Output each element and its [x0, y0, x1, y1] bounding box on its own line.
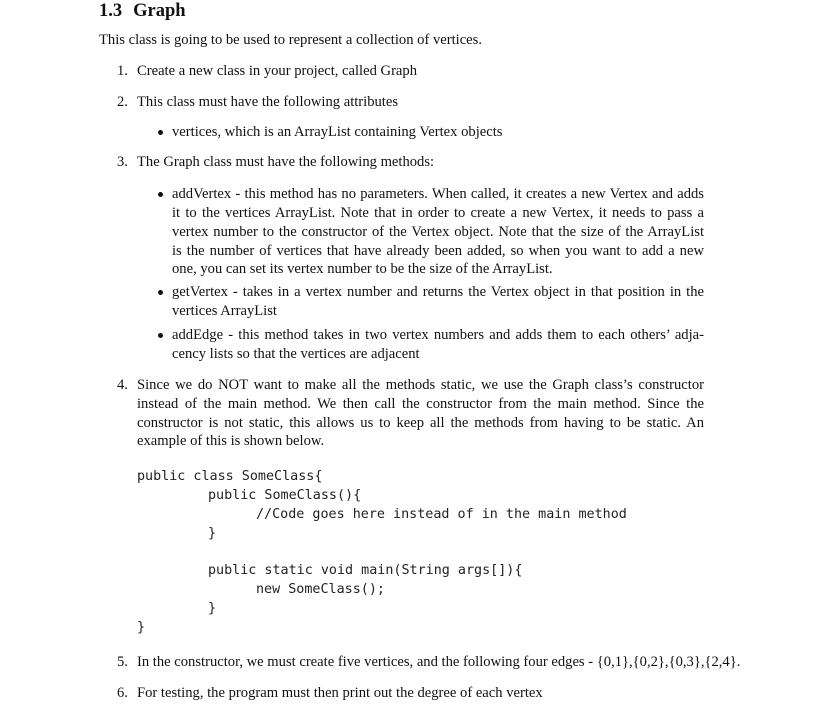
bullet-icon — [158, 192, 163, 197]
bullet-text-line: addVertex - this method has no parameters. When called, it creates a new Vertex and adds — [172, 186, 704, 202]
list-item-number: 1. — [117, 63, 128, 79]
bullet-text: vertices, which is an ArrayList containing Vertex objects — [172, 124, 503, 140]
list-item-text: For testing, the program must then print out the degree of each vertex — [137, 685, 543, 701]
list-item-text: This class must have the following attributes — [137, 94, 399, 110]
bullet-text-line: addEdge - this method takes in two vertex numbers and adds them to each others’ adja- — [172, 327, 704, 343]
code-line: } — [208, 601, 217, 616]
bullet-text-line: is the number of vertices that have already been added, so when you want to add a new — [172, 243, 704, 259]
code-line: } — [208, 526, 217, 541]
list-item-text-line: Since we do NOT want to make all the methods static, we use the Graph class’s constructor — [137, 377, 704, 393]
bullet-icon — [158, 130, 163, 135]
list-item-number: 4. — [117, 377, 128, 393]
bullet-text-line: it to the vertices ArrayList. Note that in order to create a new Vertex, it needs to pass a — [172, 205, 704, 221]
code-line: //Code goes here instead of in the main method — [256, 507, 627, 522]
list-item-text: In the constructor, we must create five vertices, and the following four edges - {0,1},{0,2},{0,3},{2,4}. — [137, 654, 741, 670]
list-item-number: 5. — [117, 654, 128, 670]
list-item-text-line: instead of the main method. We then call the constructor from the main method. Since the — [137, 396, 704, 412]
list-item-text: The Graph class must have the following methods: — [137, 154, 435, 170]
list-item-number: 3. — [117, 154, 128, 170]
bullet-text-line: vertex number to the constructor of the Vertex object. Note that the size of the ArrayList — [172, 224, 704, 240]
bullet-text-line: one, you can set its vertex number to be the size of the ArrayList. — [172, 261, 553, 277]
list-item-text-line: example of this is shown below. — [137, 433, 325, 449]
bullet-icon — [158, 290, 163, 295]
bullet-icon — [158, 333, 163, 338]
code-line: } — [137, 620, 146, 635]
code-line: public SomeClass(){ — [208, 488, 362, 503]
code-line: new SomeClass(); — [256, 582, 385, 597]
section-title: Graph — [133, 1, 186, 21]
bullet-text-line: cency lists so that the vertices are adjacent — [172, 346, 420, 362]
list-item-number: 6. — [117, 685, 128, 701]
list-item-text: Create a new class in your project, called Graph — [137, 63, 418, 79]
list-item-number: 2. — [117, 94, 128, 110]
section-number: 1.3 — [99, 1, 123, 21]
list-item-text-line: constructor is not static, this allows us to keep all the methods from having to be static. An — [137, 415, 704, 431]
bullet-text-line: getVertex - takes in a vertex number and returns the Vertex object in that position in the — [172, 284, 704, 300]
code-line: public static void main(String args[]){ — [208, 563, 523, 578]
section-heading — [99, 1, 186, 22]
bullet-text-line: vertices ArrayList — [172, 303, 277, 319]
code-line: public class SomeClass{ — [137, 469, 323, 484]
intro-paragraph: This class is going to be used to represent a collection of vertices. — [99, 32, 482, 48]
